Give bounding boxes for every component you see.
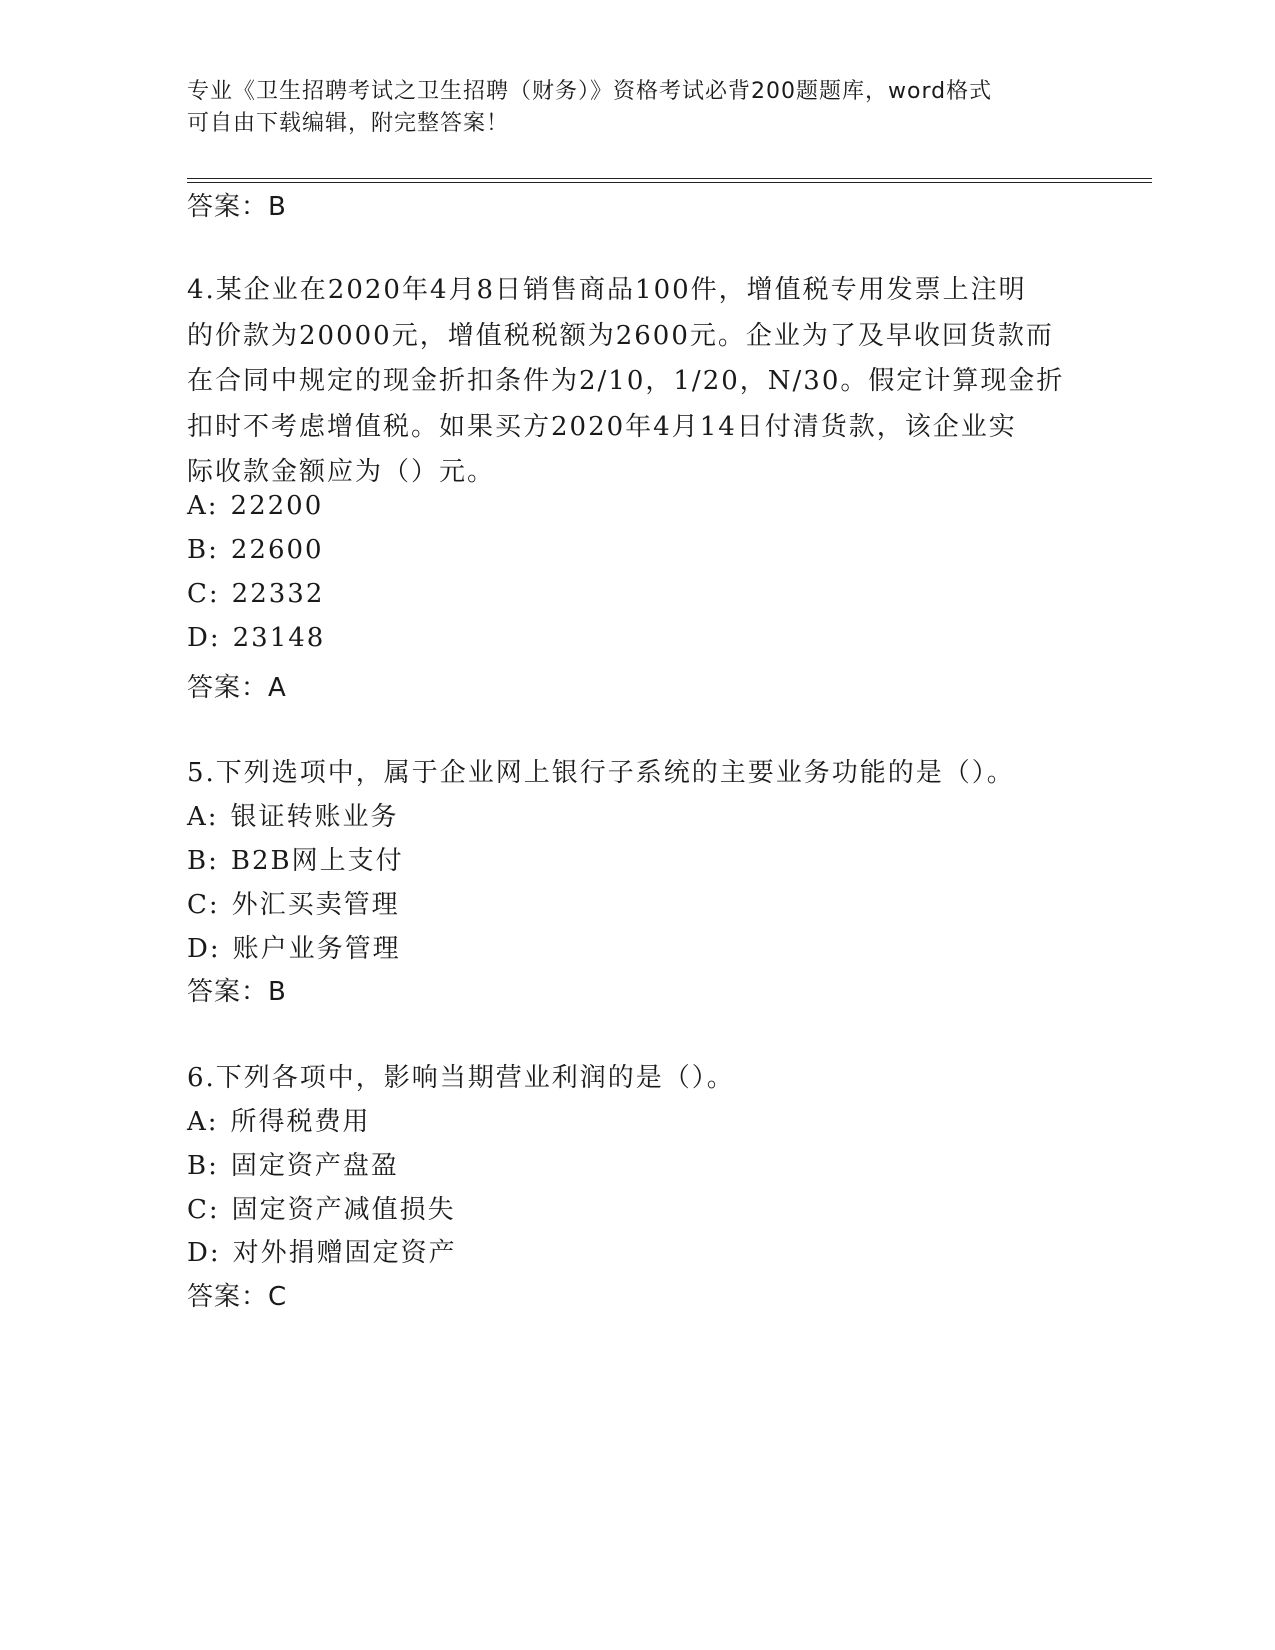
question-5-option-d [187, 928, 401, 965]
option-text: 23148 [232, 623, 326, 653]
question-5-text: 5.下列选项中，属于企业网上银行子系统的主要业务功能的是（）。 [187, 758, 1015, 788]
header-line-1: 专业《卫生招聘考试之卫生招聘（财务）》资格考试必背200题题库，word格式 [187, 79, 993, 104]
question-line: 在合同中规定的现金折扣条件为2/10，1/20，N/30。假定计算现金折 [187, 366, 1065, 396]
previous-answer: 答案：B [187, 192, 287, 222]
option-key: B: [187, 1151, 219, 1181]
question-line: 扣时不考虑增值税。如果买方2020年4月14日付清货款，该企业实 [187, 411, 1017, 442]
option-text: 22600 [230, 535, 324, 565]
question-4-text [187, 268, 1067, 496]
question-4-option-d [187, 623, 325, 653]
question-5-option-c [187, 884, 400, 921]
question-4-option-b [187, 535, 324, 565]
question-6-option-a [187, 1101, 371, 1138]
question-6-option-b [187, 1145, 399, 1182]
question-4-option-c [187, 579, 324, 609]
question-4-option-a [187, 491, 323, 521]
option-key: B: [187, 846, 219, 876]
option-text: 22332 [231, 579, 325, 609]
option-key: C: [187, 1195, 220, 1225]
question-4-answer: 答案：A [187, 673, 287, 703]
option-key: C: [187, 890, 220, 920]
question-5-option-a [187, 796, 399, 833]
option-key: B: [187, 535, 219, 565]
option-text: 银证转账业务 [230, 802, 399, 832]
option-text: 固定资产减值损失 [231, 1195, 456, 1225]
question-line: 4.某企业在2020年4月8日销售商品100件，增值税专用发票上注明 [187, 275, 1027, 305]
option-text: 22200 [230, 491, 324, 521]
option-text: 对外捐赠固定资产 [232, 1238, 457, 1268]
header-divider-top [187, 178, 1152, 179]
question-6-option-d [187, 1232, 457, 1269]
question-5-option-b [187, 840, 404, 877]
option-text: B2B网上支付 [230, 846, 404, 876]
option-key: D: [187, 1238, 221, 1268]
option-key: D: [187, 623, 221, 653]
question-5-answer: 答案：B [187, 977, 287, 1007]
option-key: D: [187, 934, 221, 964]
question-6-answer: 答案：C [187, 1282, 288, 1312]
document-header [187, 76, 1067, 140]
option-text: 外汇买卖管理 [231, 890, 400, 920]
option-text: 所得税费用 [230, 1107, 371, 1137]
header-divider-bottom [187, 182, 1152, 183]
option-key: A: [187, 802, 219, 832]
question-6-text: 6.下列各项中，影响当期营业利润的是（）。 [187, 1063, 735, 1093]
option-text: 账户业务管理 [232, 934, 401, 964]
question-6-option-c [187, 1189, 456, 1226]
option-text: 固定资产盘盈 [230, 1151, 399, 1181]
option-key: A: [187, 491, 219, 521]
option-key: A: [187, 1107, 219, 1137]
option-key: C: [187, 579, 220, 609]
question-line: 的价款为20000元，增值税税额为2600元。企业为了及早收回货款而 [187, 320, 1054, 351]
question-line: 际收款金额应为（）元。 [187, 457, 496, 487]
header-line-2: 可自由下载编辑，附完整答案！ [187, 111, 510, 136]
